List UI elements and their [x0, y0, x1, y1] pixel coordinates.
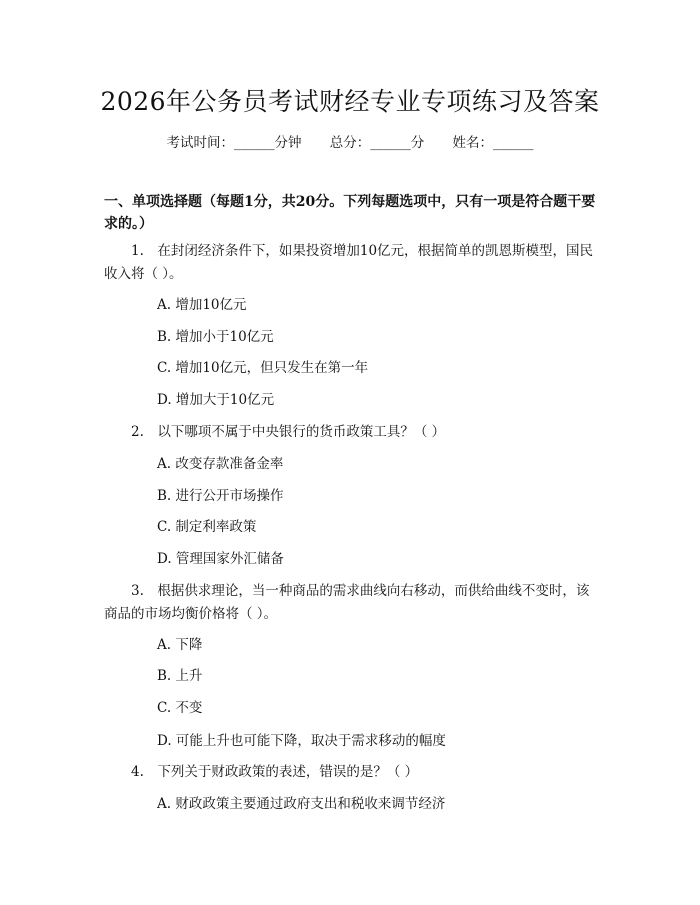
question-3-option-d: D. 可能上升也可能下降，取决于需求移动的幅度 — [157, 733, 446, 749]
question-1-option-c: C. 增加10亿元，但只发生在第一年 — [157, 360, 369, 376]
question-3-option-a: A. 下降 — [157, 637, 203, 653]
page-title: 2026年公务员考试财经专业专项练习及答案 — [100, 87, 600, 116]
question-3: 3. 根据供求理论，当一种商品的需求曲线向右移动，而供给曲线不变时，该商品的市场均衡价格将（ ）。 — [104, 583, 590, 622]
exam-info — [0, 131, 700, 151]
question-3-option-c: C. 不变 — [157, 700, 203, 716]
question-1-option-b: B. 增加小于10亿元 — [157, 329, 274, 345]
question-1-option-d: D. 增加大于10亿元 — [157, 392, 275, 408]
question-2: 2. 以下哪项不属于中央银行的货币政策工具？（ ） — [131, 424, 446, 440]
exam-name: 姓名：______ — [452, 135, 534, 151]
exam-score: 总分：______分 — [329, 135, 425, 151]
exam-time: 考试时间：______分钟 — [166, 135, 302, 151]
section-heading: 一、单项选择题（每题1分，共20分。下列每题选项中，只有一项是符合题干要求的。） — [104, 194, 596, 232]
question-3-option-b: B. 上升 — [157, 668, 203, 684]
question-1: 1. 在封闭经济条件下，如果投资增加10亿元，根据简单的凯恩斯模型，国民收入将（ ）。 — [104, 243, 594, 282]
question-2-option-b: B. 进行公开市场操作 — [157, 488, 284, 504]
question-2-option-c: C. 制定利率政策 — [157, 519, 257, 535]
question-4-option-a: A. 财政政策主要通过政府支出和税收来调节经济 — [157, 796, 446, 812]
question-1-option-a: A. 增加10亿元 — [157, 297, 247, 313]
question-4: 4. 下列关于财政政策的表述，错误的是？（ ） — [131, 764, 419, 780]
question-2-option-a: A. 改变存款准备金率 — [157, 456, 284, 472]
question-2-option-d: D. 管理国家外汇储备 — [157, 551, 284, 567]
